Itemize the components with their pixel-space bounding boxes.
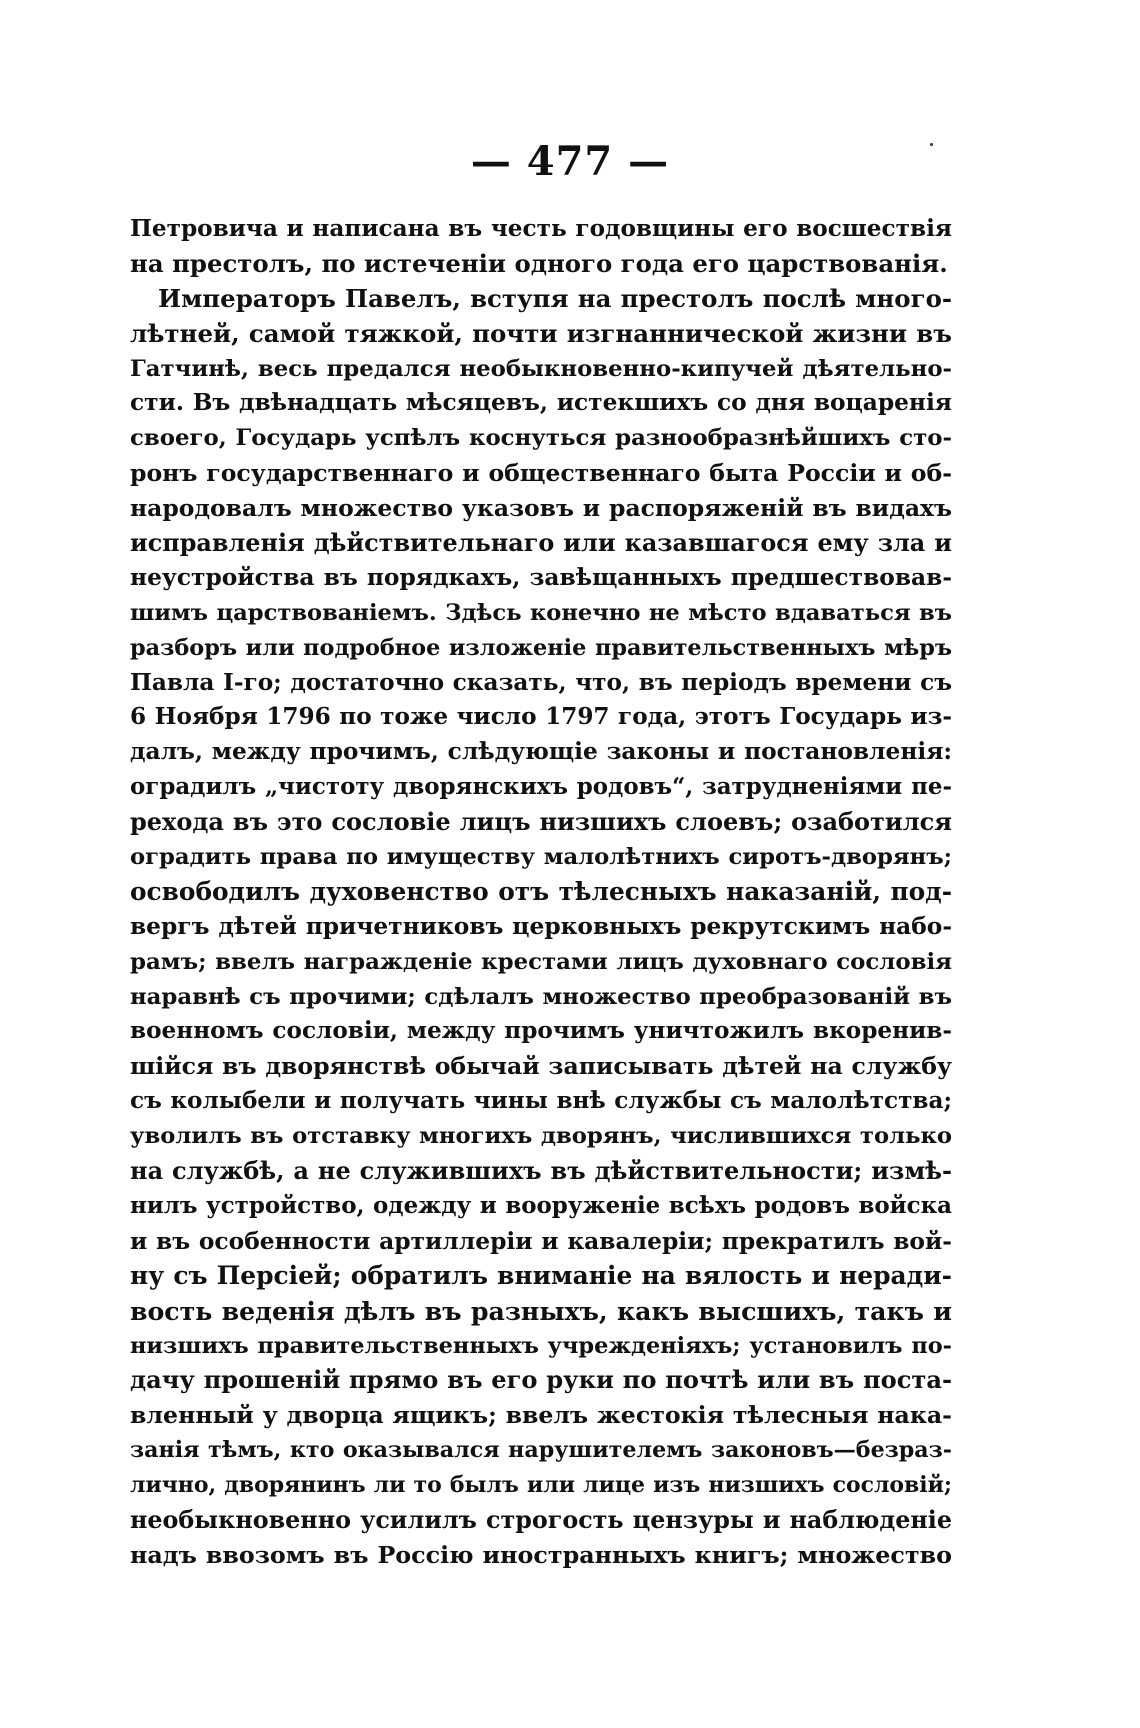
text-line: занія тѣмъ, кто оказывался нарушителемъ законовъ—безраз- bbox=[130, 1437, 952, 1464]
text-line: ну съ Персіей; обратилъ вниманіе на вялость и неради- bbox=[130, 1260, 952, 1290]
text-line: далъ, между прочимъ, слѣдующіе законы и постановленія: bbox=[130, 738, 952, 766]
text-line: лѣтней, самой тяжкой, почти изгнаннической жизни въ bbox=[130, 318, 952, 348]
text-line: неустройства въ порядкахъ, завѣщанныхъ предшествовав- bbox=[130, 563, 952, 591]
text-line: вергъ дѣтей причетниковъ церковныхъ рекрутскимъ набо- bbox=[130, 912, 952, 940]
paragraph-first-line: Императоръ Павелъ, вступя на престолъ послѣ много- bbox=[158, 283, 952, 313]
text-line: наравнѣ съ прочими; сдѣлалъ множество преобразованій въ bbox=[130, 983, 952, 1010]
text-line: оградить права по имуществу малолѣтнихъ сиротъ-дворянъ; bbox=[130, 844, 952, 871]
text-line: исправленія дѣйствительнаго или казавшагося ему зла и bbox=[130, 529, 952, 558]
text-line: Петровича и написана въ честь годовщины его восшествія bbox=[130, 215, 952, 242]
text-line: на службѣ, а не служившихъ въ дѣйствительности; измѣ- bbox=[130, 1156, 952, 1186]
text-line: народовалъ множество указовъ и распоряженій въ видахъ bbox=[130, 494, 952, 523]
text-line: шійся въ дворянствѣ обычай записывать дѣтей на службу bbox=[130, 1052, 952, 1081]
text-line: своего, Государь успѣлъ коснуться разнообразнѣйшихъ сто- bbox=[130, 425, 952, 452]
body-text bbox=[130, 212, 952, 1573]
text-line: военномъ сословіи, между прочимъ уничтожилъ вкоренив- bbox=[130, 1017, 952, 1045]
text-line: шимъ царствованіемъ. Здѣсь конечно не мѣсто вдаваться въ bbox=[130, 599, 952, 626]
text-line: оградилъ „чистоту дворянскихъ родовъ“, затрудненіями пе- bbox=[130, 773, 952, 801]
text-line: надъ ввозомъ въ Россію иностранныхъ книгъ; множество bbox=[130, 1540, 952, 1569]
text-line: лично, дворянинъ ли то былъ или лице изъ низшихъ сословій; bbox=[130, 1472, 952, 1499]
text-line: и въ особенности артиллеріи и кавалеріи; прекратилъ вой- bbox=[130, 1226, 952, 1255]
print-speck bbox=[930, 143, 933, 146]
text-line: 6 Ноября 1796 по тоже число 1797 года, этотъ Государь из- bbox=[130, 703, 952, 731]
text-line: необыкновенно усилилъ строгость цензуры и наблюденіе bbox=[130, 1505, 952, 1534]
text-line: вость веденія дѣлъ въ разныхъ, какъ высшихъ, такъ и bbox=[130, 1295, 952, 1326]
text-line: Павла І-го; достаточно сказать, что, въ періодъ времени съ bbox=[130, 668, 952, 696]
text-line: дачу прошеній прямо въ его руки по почтѣ или въ поста- bbox=[130, 1365, 952, 1395]
text-line: на престолъ, по истеченіи одного года его царствованія. bbox=[130, 248, 948, 278]
text-line: вленный у дворца ящикъ; ввелъ жестокія тѣлесныя нака- bbox=[130, 1401, 952, 1430]
text-line: освободилъ духовенство отъ тѣлесныхъ наказаній, под- bbox=[130, 876, 952, 906]
page-number: — 477 — bbox=[470, 138, 670, 185]
text-line: ронъ государственнаго и общественнаго быта Россіи и об- bbox=[130, 459, 952, 488]
text-line: низшихъ правительственныхъ учрежденіяхъ; установилъ по- bbox=[130, 1332, 952, 1359]
text-line: уволилъ въ отставку многихъ дворянъ, числившихся только bbox=[130, 1123, 952, 1150]
text-line: нилъ устройство, одежду и вооруженіе всѣхъ родовъ войска bbox=[130, 1191, 952, 1219]
text-line: рамъ; ввелъ награжденіе крестами лицъ духовнаго сословія bbox=[130, 948, 952, 975]
text-line: съ колыбели и получать чины внѣ службы съ малолѣтства; bbox=[130, 1087, 952, 1115]
text-line: Гатчинѣ, весь предался необыкновенно-кипучей дѣятельно- bbox=[130, 355, 952, 382]
text-line: сти. Въ двѣнадцать мѣсяцевъ, истекшихъ со дня воцаренія bbox=[130, 389, 952, 417]
text-line: разборъ или подробное изложеніе правительственныхъ мѣръ bbox=[130, 634, 952, 661]
text-line: рехода въ это сословіе лицъ низшихъ слоевъ; озаботился bbox=[130, 807, 952, 837]
